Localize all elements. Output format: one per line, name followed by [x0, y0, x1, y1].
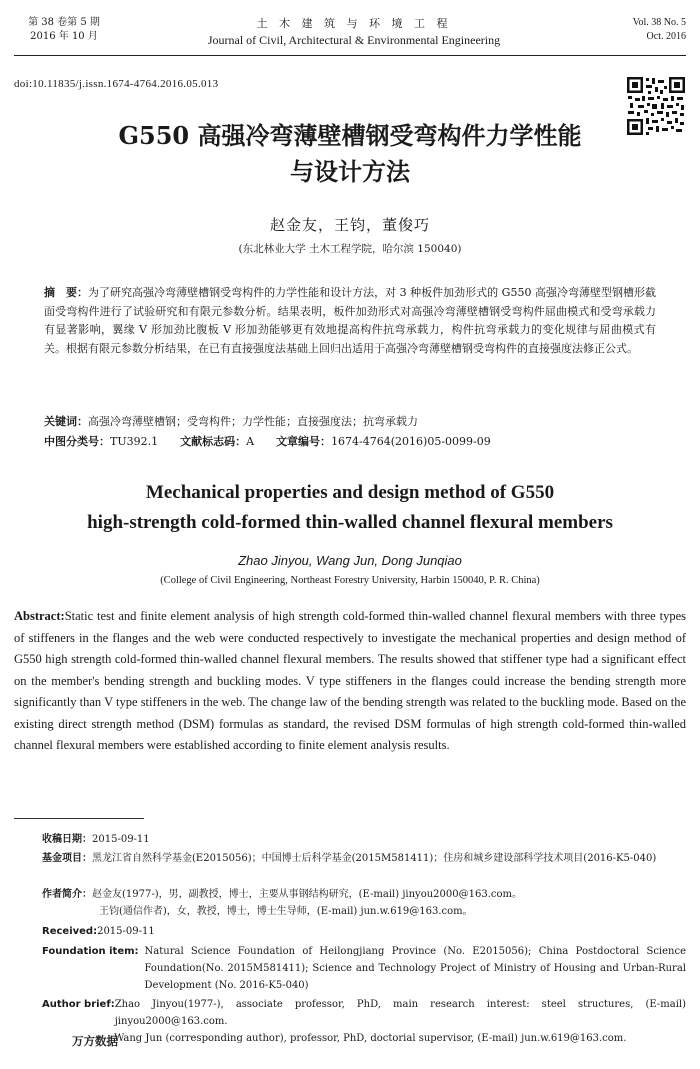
header-left	[14, 16, 114, 44]
foundation-en-value: Natural Science Foundation of Heilongjiang Province (No. E2015056); China Postdoctoral Science Foundation(No. 2015M581411); Science and Technology Project of Ministry of Housing and Urban-Rural Development (No. 2016-K5-040)	[144, 946, 686, 991]
author1-cn: 赵金友(1977-)，男，副教授，博士，主要从事钢结构研究，(E-mail) jinyou2000@163.com。	[92, 889, 522, 900]
wanfang-watermark: 万方数据	[72, 1034, 118, 1048]
authors-cn: 赵金友，王钧，董俊巧	[269, 216, 430, 234]
author-cn-label: 作者简介：	[42, 889, 92, 900]
authors-en: Zhao Jinyou, Wang Jun, Dong Junqiao	[238, 553, 462, 568]
received-cn-value: 2015-09-11	[92, 834, 150, 845]
author-en-label: Author brief:	[42, 999, 115, 1010]
abstract-en-text: Static test and finite element analysis of high strength cold-formed thin-walled channel flexural members with three types of stiffeners in the flanges and the web were conducted respectively to investigate the mechanical properties and design method of G550 high strength cold-formed thin-walled channel flexural members. The results showed that stiffener type had a significant effect on the member's bending strength and buckling modes. V type stiffeners in the flanges could increase the bending strength more significantly than V type stiffeners in the web. The change law of the bending strength was related to the buckling mode. Based on the existing direct strength method (DSM) formulas as standard, the revised DSM formulas of high strength cold-formed thin-walled channel flexural members were established according to finite element analysis results.	[14, 609, 686, 752]
footnote-author-en	[42, 996, 686, 1047]
header-right	[586, 16, 686, 44]
footnote-author-cn	[42, 886, 686, 920]
received-en-value: 2015-09-11	[97, 926, 155, 937]
affiliation-en: (College of Civil Engineering, Northeast Forestry University, Harbin 150040, P. R. China)	[160, 575, 540, 586]
journal-name-cn: 土 木 建 筑 与 环 境 工 程	[256, 17, 452, 30]
keywords-cn-label: 关键词：	[44, 415, 88, 428]
date-en: Oct. 2016	[646, 31, 686, 42]
fund-cn-label: 基金项目：	[42, 853, 92, 864]
abstract-cn-text: 为了研究高强冷弯薄壁槽钢受弯构件的力学性能和设计方法，对 3 种板件加劲形式的 G550 高强冷弯薄壁型钢槽形截面受弯构件进行了试验研究和有限元参数分析。结果表明，板件加劲形式对高强冷弯薄壁槽钢受弯构件屈曲模式和受弯承载力有显著影响，翼缘 V 形加劲比腹板 V 形加劲能够更有效地提高构件抗弯承载力，构件抗弯承载力的变化规律与屈曲模式有关。根据有限元参数分析结果，在已有直接强度法基础上回归出适用于高强冷弯薄壁槽钢受弯构件的直接强度法修正公式。	[44, 286, 657, 355]
foundation-en-label: Foundation item:	[42, 946, 139, 957]
received-cn-label: 收稿日期：	[42, 834, 92, 845]
affiliation-cn: (东北林业大学 土木工程学院，哈尔滨 150040)	[238, 243, 462, 255]
abstract-en	[14, 606, 686, 757]
volume-en: Vol. 38 No. 5	[632, 17, 686, 28]
doc-code-label: 文献标志码：	[180, 435, 247, 448]
footnote-divider	[14, 818, 144, 819]
title-cn-line2: 与设计方法	[290, 157, 410, 186]
fund-cn-value: 黑龙江省自然科学基金(E2015056)；中国博士后科学基金(2015M581411)；住房和城乡建设部科学技术项目(2016-K5-040)	[92, 853, 657, 864]
header-center	[154, 16, 554, 48]
clc-label: 中图分类号：	[44, 435, 110, 448]
article-number-value: 1674-4764(2016)05-0099-09	[331, 435, 491, 448]
footnote-fund-cn	[42, 850, 686, 867]
title-cn-line1: G550 高强冷弯薄壁槽钢受弯构件力学性能	[118, 121, 582, 150]
author2-cn: 王钧(通信作者)，女，教授，博士，博士生导师，(E-mail) jun.w.619@163.com。	[99, 906, 473, 917]
author1-en: Zhao Jinyou(1977-), associate professor, PhD, main research interest: steel structures, (E-mail) jinyou2000@163.com.	[114, 999, 686, 1027]
abstract-en-label: Abstract:	[14, 609, 65, 623]
keywords-cn	[44, 413, 656, 431]
volume-cn: 第 38 卷第 5 期	[28, 17, 100, 28]
keywords-cn-text: 高强冷弯薄壁槽钢；受弯构件；力学性能；直接强度法；抗弯承载力	[88, 415, 418, 428]
clc-value: TU392.1	[110, 435, 159, 448]
running-header	[14, 14, 686, 56]
title-cn	[40, 118, 660, 190]
classification-line	[44, 433, 656, 451]
received-en-label: Received:	[42, 926, 98, 937]
journal-name-en: Journal of Civil, Architectural & Environmental Engineering	[207, 33, 501, 47]
footnote-foundation-en	[42, 943, 686, 994]
date-cn: 2016 年 10 月	[30, 31, 98, 42]
title-en-line1: Mechanical properties and design method of G550	[145, 482, 555, 503]
footnote-received-cn	[42, 831, 686, 848]
abstract-cn	[44, 284, 656, 358]
abstract-cn-label: 摘 要：	[44, 286, 89, 299]
doc-code-value: A	[246, 435, 255, 448]
footnote-received-en	[42, 923, 686, 940]
doi: doi:10.11835/j.issn.1674-4764.2016.05.013	[14, 78, 219, 90]
article-number-label: 文章编号：	[276, 435, 332, 448]
title-en	[20, 478, 680, 538]
author2-en: Wang Jun (corresponding author), professor, PhD, doctorial supervisor, (E-mail) jun.w.619@163.com.	[114, 1033, 627, 1044]
title-en-line2: high-strength cold-formed thin-walled channel flexural members	[87, 512, 613, 533]
